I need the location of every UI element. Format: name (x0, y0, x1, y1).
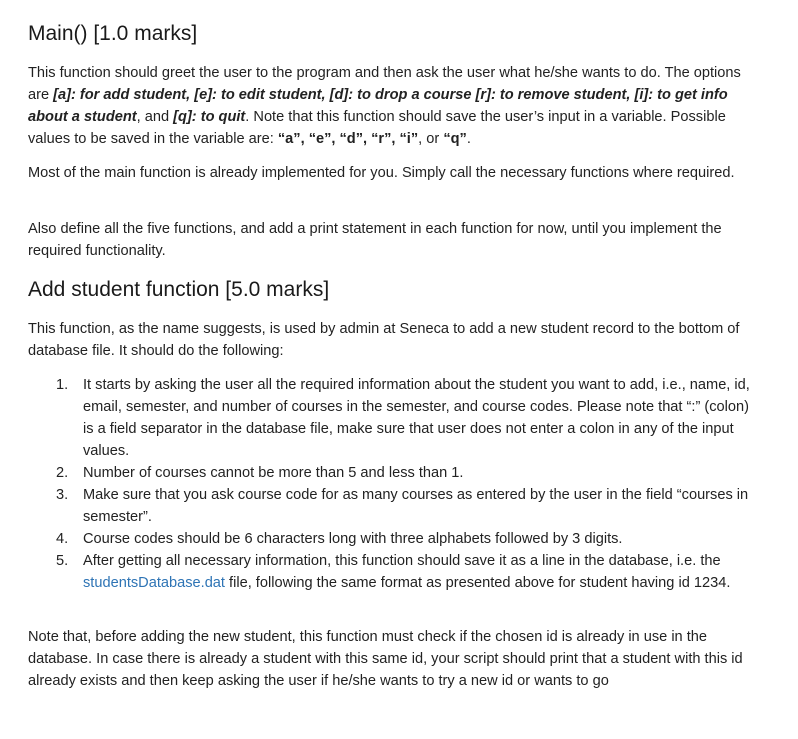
text-span: . (466, 131, 471, 147)
text-span: . Note that this function should save the user’s input in a variable. Possible values to be saved in the variable are: (28, 109, 726, 147)
list-item (28, 462, 750, 484)
closing-paragraph: Note that, before adding the new student, this function must check if the chosen id is already in use in the database. In case there is already a student with this same id, your script should print that a student with this id already exists and then keep asking the user if he/she wants to try a new id or wants to go (28, 629, 743, 689)
add-student-section-heading: Add student function [5.0 marks] (28, 278, 330, 301)
possible-values-bold: “a”, “e”, “d”, “r”, “i” (277, 131, 419, 147)
text-span: , or (418, 131, 444, 147)
list-item-text: file, following the same format as presented above for student having id 1234. (224, 575, 731, 591)
list-item-text: Number of courses cannot be more than 5 and less than 1. (83, 465, 464, 481)
options-list-bold: [a]: for add student, [e]: to edit student, [d]: to drop a course [r]: to remove student, [i]: to get info about a student (28, 87, 728, 125)
list-item-text: After getting all necessary information, this function should save it as a line in the database, i.e. the (83, 553, 721, 569)
database-file-link[interactable]: studentsDatabase.dat (83, 575, 225, 591)
main-implementation-paragraph: Most of the main function is already implemented for you. Simply call the necessary functions where required. (28, 165, 735, 181)
last-value-bold: “q” (443, 131, 467, 147)
list-item-text: It starts by asking the user all the required information about the student you want to add, i.e., name, id, email, semester, and number of courses in the semester, and course codes. Please note that “:” (colon) is a field separator in the database file, make sure that user does not enter a colon in any of the input values. (83, 377, 750, 459)
list-item (28, 550, 750, 594)
add-student-intro-paragraph: This function, as the name suggests, is used by admin at Seneca to add a new student record to the bottom of database file. It should do the following: (28, 321, 740, 359)
main-description-paragraph (28, 62, 750, 150)
list-item-text: Course codes should be 6 characters long with three alphabets followed by 3 digits. (83, 531, 623, 547)
list-number: 1. (56, 377, 69, 393)
list-number: 4. (56, 531, 69, 547)
requirements-list (28, 374, 750, 594)
list-number: 2. (56, 465, 69, 481)
list-item-text: Make sure that you ask course code for as many courses as entered by the user in the field “courses in semester”. (83, 487, 749, 525)
define-functions-paragraph: Also define all the five functions, and add a print statement in each function for now, until you implement the required functionality. (28, 221, 722, 259)
list-number: 3. (56, 487, 69, 503)
main-section-heading: Main() [1.0 marks] (28, 22, 198, 45)
text-span: , and (136, 109, 174, 125)
quit-option-bold: [q]: to quit (173, 109, 246, 125)
text-span: This function should greet the user to the program and then ask the user what he/she wants to do. The options are (28, 65, 741, 103)
list-item (28, 528, 750, 550)
list-item (28, 484, 750, 528)
list-number: 5. (56, 553, 69, 569)
list-item (28, 374, 750, 462)
